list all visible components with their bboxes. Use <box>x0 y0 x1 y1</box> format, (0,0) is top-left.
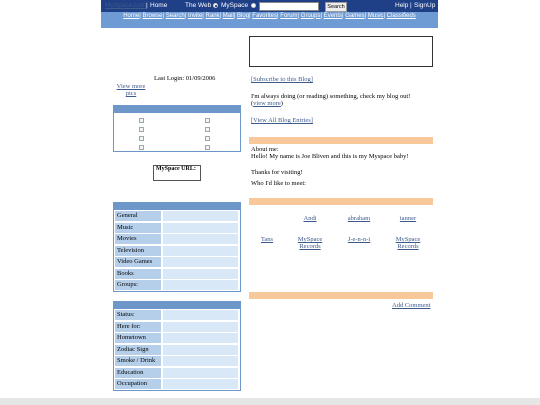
row-label: Status: <box>115 310 161 320</box>
broken-image-icon[interactable] <box>139 136 144 141</box>
nav-invite[interactable]: Invite <box>187 12 203 19</box>
row-label: Movies <box>115 234 161 244</box>
nav-forum[interactable]: Forum <box>280 12 298 19</box>
view-more-blog <box>251 100 283 107</box>
row-value <box>163 223 238 233</box>
interests-table <box>113 202 241 292</box>
add-comment-link[interactable]: Add Comment <box>392 302 431 309</box>
row-value <box>163 379 238 389</box>
details-table <box>113 301 241 391</box>
table-row <box>114 378 240 390</box>
nav-blog[interactable]: Blog <box>237 12 250 19</box>
about-thanks: Thanks for visiting! <box>251 169 303 176</box>
comments-header-bar <box>249 292 433 299</box>
row-label: Occupation <box>115 379 161 389</box>
friend-link[interactable]: J-e-n-n-i <box>347 236 371 243</box>
nav-browse[interactable]: Browse <box>142 12 163 19</box>
table-row <box>114 245 240 257</box>
row-value <box>163 280 238 290</box>
nav-rank[interactable]: Rank <box>205 12 220 19</box>
main-nav: Home| Browse| Search| Invite| Rank| Mail| Blog| Favorites| Forum| Groups| Events| Games| Music| Classifieds <box>101 12 438 28</box>
broken-image-icon[interactable] <box>205 136 210 141</box>
table-row <box>114 309 240 321</box>
help-link[interactable]: Help <box>395 2 409 9</box>
signup-link[interactable]: SignUp <box>414 2 436 9</box>
row-value <box>163 310 238 320</box>
table-row <box>114 233 240 245</box>
nav-music[interactable]: Music <box>367 12 384 19</box>
row-label: Groups: <box>115 280 161 290</box>
nav-groups[interactable]: Groups <box>300 12 321 19</box>
friend-link[interactable]: abraham <box>347 215 371 222</box>
paren-close: ) <box>280 100 283 107</box>
topbar-separator-2: | <box>410 2 412 9</box>
row-value <box>163 246 238 256</box>
view-all-blog-entries-link[interactable]: [View All Blog Entries] <box>251 117 313 124</box>
broken-image-icon[interactable] <box>205 127 210 132</box>
table-row <box>114 344 240 356</box>
myspace-url-box: MySpace URL: <box>153 165 201 181</box>
web-radio[interactable] <box>213 3 218 8</box>
details-header <box>114 302 240 309</box>
about-heading: About me: <box>251 146 279 153</box>
subscribe-blog-link[interactable]: [Subscribe to this Blog] <box>251 76 313 83</box>
table-row <box>114 268 240 280</box>
row-label: General <box>115 211 161 221</box>
view-more-pics-link[interactable]: View more pics <box>116 83 146 97</box>
myspace-radio[interactable] <box>251 3 256 8</box>
row-value <box>163 345 238 355</box>
row-value <box>163 333 238 343</box>
paren-open: ( <box>251 100 254 107</box>
broken-image-icon[interactable] <box>139 145 144 150</box>
row-value <box>163 257 238 267</box>
row-value <box>163 234 238 244</box>
row-value <box>163 269 238 279</box>
myspace-label: MySpace <box>221 2 249 9</box>
friend-link[interactable]: MySpace Records <box>395 236 421 250</box>
broken-image-icon[interactable] <box>139 118 144 123</box>
friend-link[interactable]: Tans <box>260 236 274 243</box>
row-label: Books <box>115 269 161 279</box>
row-label: Music <box>115 223 161 233</box>
row-label: Hometown <box>115 333 161 343</box>
table-row <box>114 256 240 268</box>
who-to-meet: Who I'd like to meet: <box>251 180 306 187</box>
row-label: Video Games <box>115 257 161 267</box>
interests-header <box>114 203 240 210</box>
row-value <box>163 322 238 332</box>
blog-text: I'm always doing (or reading) something, check my blog out! <box>251 93 411 100</box>
view-more-link[interactable]: view more <box>253 100 281 107</box>
site-home-link[interactable]: MySpace.com <box>105 2 147 9</box>
table-row <box>114 210 240 222</box>
nav-search[interactable]: Search <box>165 12 185 19</box>
broken-image-icon[interactable] <box>139 127 144 132</box>
last-login: Last Login: 01/09/2006 <box>154 75 216 82</box>
row-value <box>163 211 238 221</box>
nav-classifieds[interactable]: Classifieds <box>386 12 416 19</box>
row-label: Zodiac Sign <box>115 345 161 355</box>
about-header-bar <box>249 137 433 144</box>
friend-link[interactable]: Andi <box>303 215 317 222</box>
friend-pics-header <box>114 106 240 113</box>
table-row <box>114 367 240 379</box>
row-label: Smoke / Drink <box>115 356 161 366</box>
table-row <box>114 222 240 234</box>
nav-home[interactable]: Home <box>123 12 140 19</box>
table-row <box>114 321 240 333</box>
nav-games[interactable]: Games <box>345 12 365 19</box>
about-intro: Hello! My name is Joe Bliven and this is my Myspace baby! <box>251 153 409 160</box>
the-web-label: The Web <box>185 2 212 9</box>
friend-link[interactable]: MySpace Records <box>297 236 323 250</box>
table-row <box>114 279 240 291</box>
nav-mail[interactable]: Mail <box>222 12 234 19</box>
topbar-separator: | <box>146 2 148 9</box>
row-label: Education <box>115 368 161 378</box>
row-value <box>163 368 238 378</box>
row-label: Here for: <box>115 322 161 332</box>
table-row <box>114 355 240 367</box>
home-link[interactable]: Home <box>150 2 168 9</box>
nav-events[interactable]: Events <box>323 12 343 19</box>
row-value <box>163 356 238 366</box>
broken-image-icon[interactable] <box>205 145 210 150</box>
top-bar <box>101 0 438 12</box>
broken-image-icon[interactable] <box>205 118 210 123</box>
search-button[interactable]: Search <box>325 2 347 12</box>
table-row <box>114 332 240 344</box>
footer-bar <box>0 398 540 405</box>
nav-favorites[interactable]: Favorites <box>252 12 277 19</box>
friends-header-bar <box>249 198 433 205</box>
row-label: Television <box>115 246 161 256</box>
search-input[interactable] <box>259 2 319 11</box>
blog-banner-box <box>249 36 433 67</box>
friend-pics-box <box>113 105 241 152</box>
friend-link[interactable]: tanner <box>399 215 417 222</box>
